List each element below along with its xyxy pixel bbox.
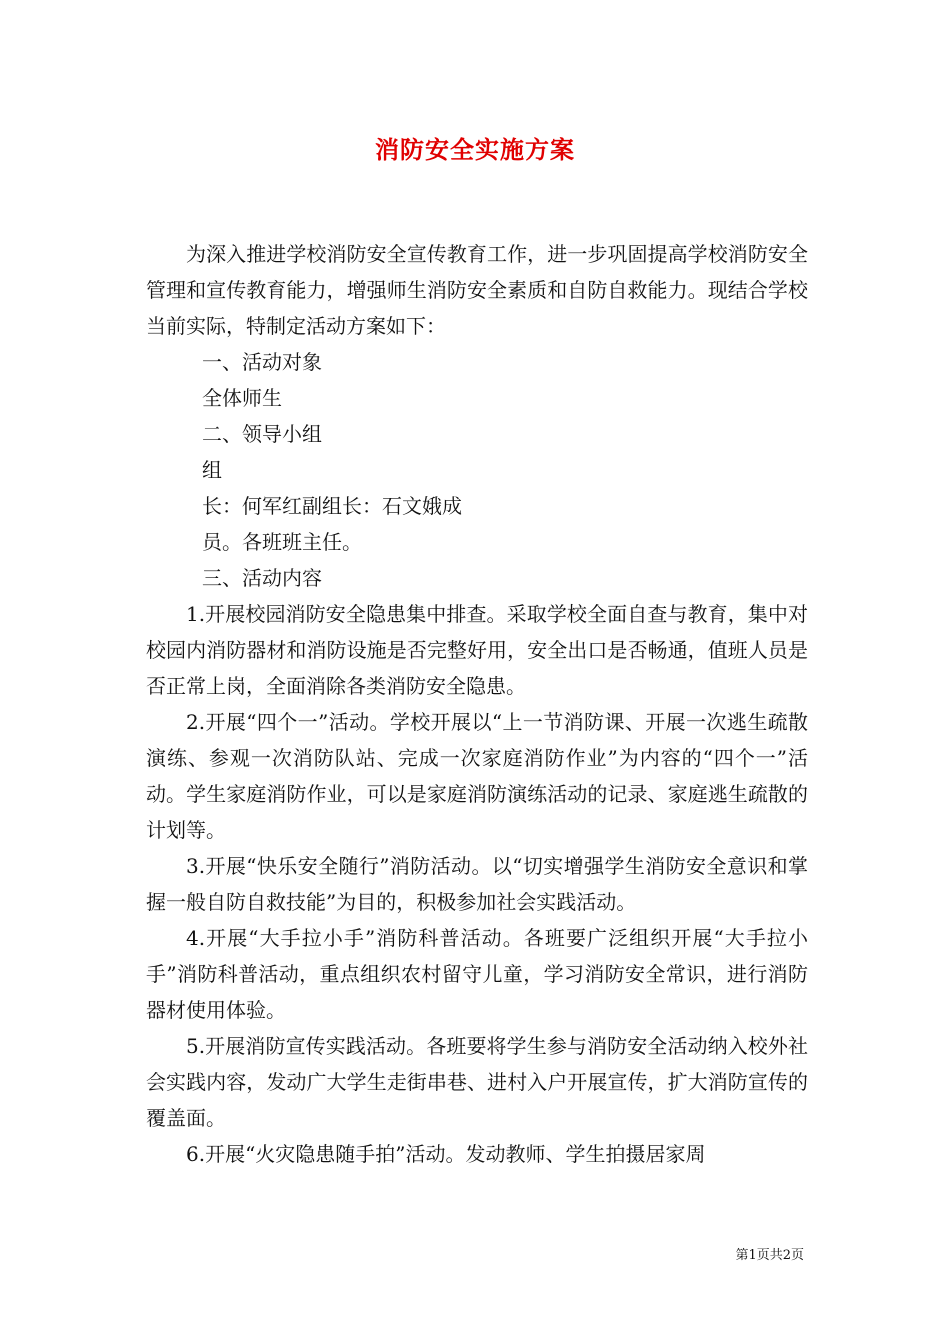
- document-body: [146, 236, 808, 1172]
- content-item-5: 5.开展消防宣传实践活动。各班要将学生参与消防安全活动纳入校外社会实践内容，发动广大学生走街串巷、进村入户开展宣传，扩大消防宣传的覆盖面。: [146, 1034, 808, 1130]
- leadership-line-3: 员。各班班主任。: [202, 530, 362, 554]
- leadership-line-1: 组: [202, 458, 222, 482]
- section-text-targets: 全体师生: [202, 386, 282, 410]
- content-item-1: 1.开展校园消防安全隐患集中排查。采取学校全面自查与教育，集中对校园内消防器材和消防设施是否完整好用，安全出口是否畅通，值班人员是否正常上岗，全面消除各类消防安全隐患。: [146, 602, 808, 698]
- content-item-4: 4.开展“大手拉小手”消防科普活动。各班要广泛组织开展“大手拉小手”消防科普活动，重点组织农村留守儿童，学习消防安全常识，进行消防器材使用体验。: [146, 926, 808, 1022]
- content-item-6: 6.开展“火灾隐患随手拍”活动。发动教师、学生拍摄居家周: [186, 1142, 706, 1166]
- section-heading-targets: 一、活动对象: [202, 350, 322, 374]
- page-number: 第1页共2页: [735, 1248, 804, 1263]
- intro-paragraph: 为深入推进学校消防安全宣传教育工作，进一步巩固提高学校消防安全管理和宣传教育能力，增强师生消防安全素质和自防自救能力。现结合学校当前实际，特制定活动方案如下：: [146, 242, 808, 338]
- section-heading-leadership: 二、领导小组: [202, 422, 322, 446]
- section-heading-content: 三、活动内容: [202, 566, 322, 590]
- leadership-line-2: 长：何军红副组长：石文娥成: [202, 494, 462, 518]
- document-title: 消防安全实施方案: [375, 135, 575, 164]
- content-item-3: 3.开展“快乐安全随行”消防活动。以“切实增强学生消防安全意识和掌握一般自防自救技能”为目的，积极参加社会实践活动。: [146, 854, 808, 914]
- content-item-2: 2.开展“四个一”活动。学校开展以“上一节消防课、开展一次逃生疏散演练、参观一次消防队站、完成一次家庭消防作业”为内容的“四个一”活动。学生家庭消防作业，可以是家庭消防演练活动的记录、家庭逃生疏散的计划等。: [146, 710, 808, 842]
